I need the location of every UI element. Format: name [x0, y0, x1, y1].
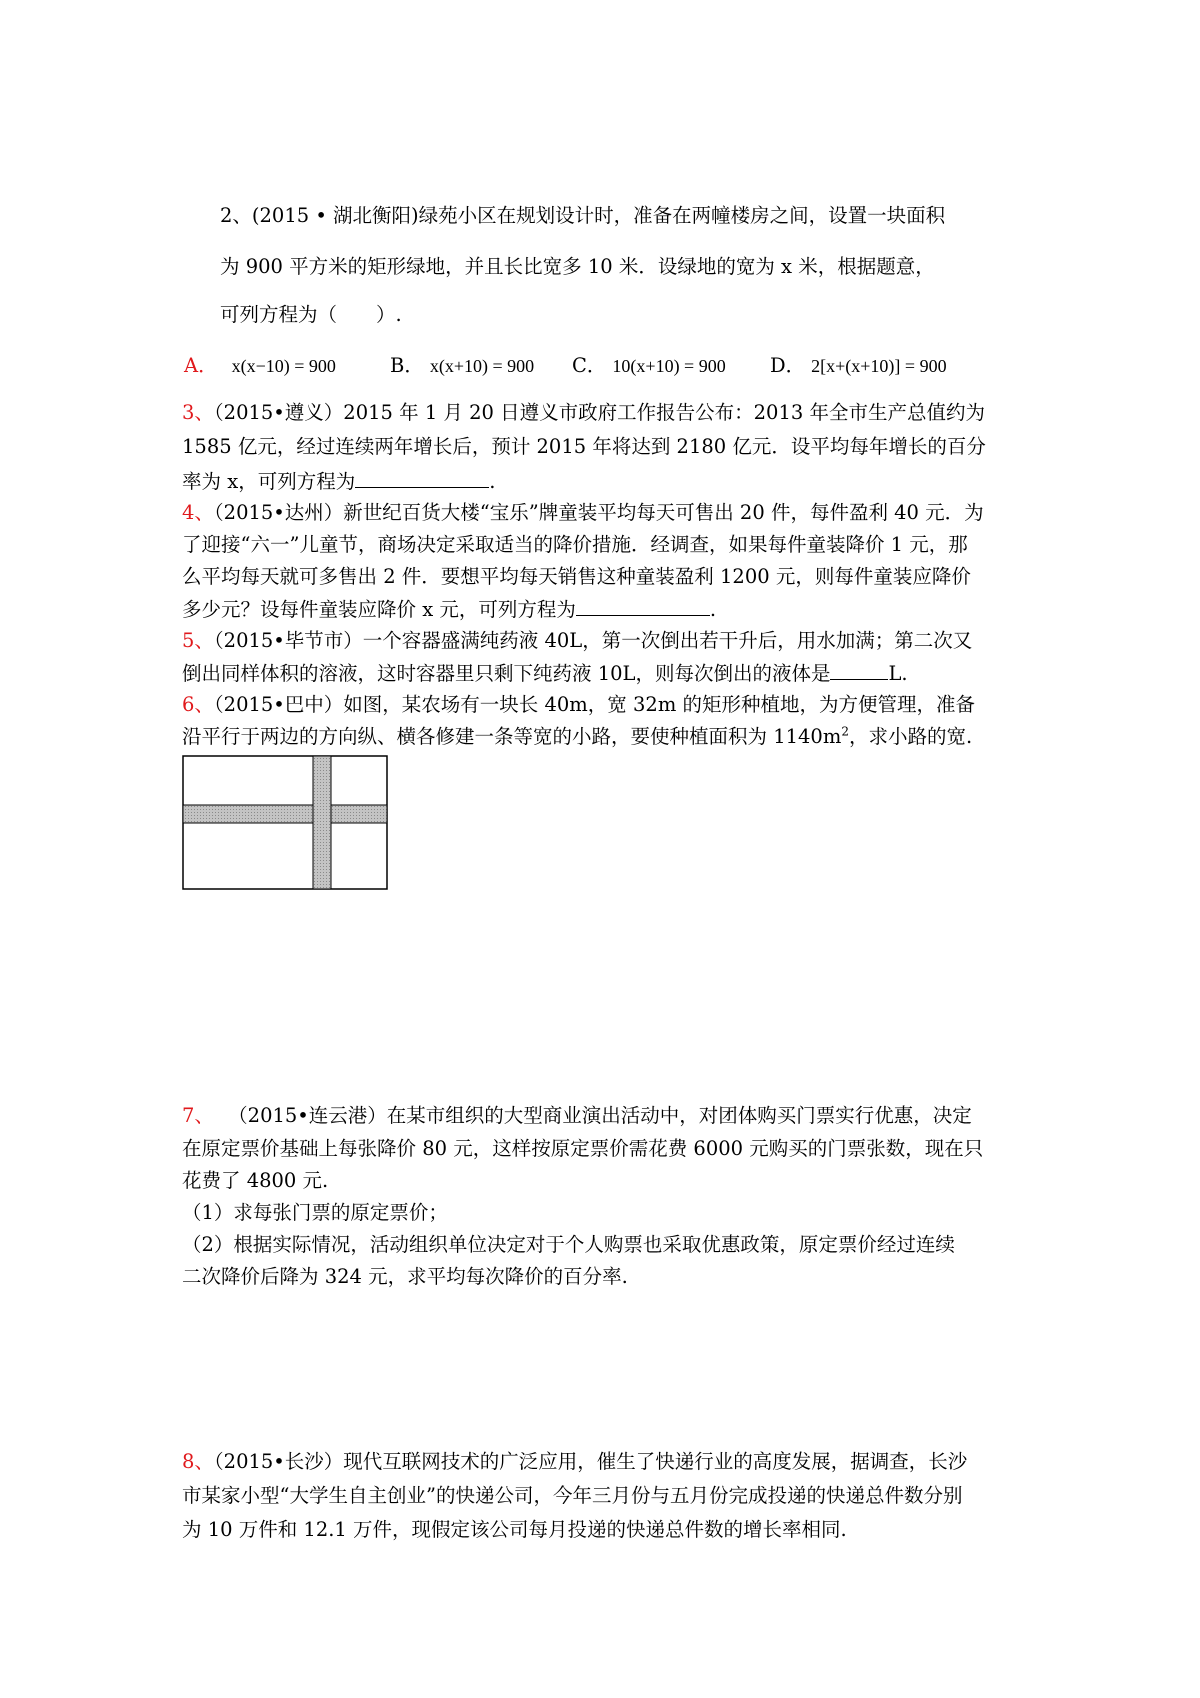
q4-text-4-end: . [709, 598, 717, 621]
q7-line-2: 在原定票价基础上每张降价 80 元，这样按原定票价需花费 6000 元购买的门票张数，现在只 [182, 1137, 984, 1160]
q4-text-1: （2015•达州）新世纪百货大楼“宝乐”牌童装平均每天可售出 20 件，每件盈利 40 元．为 [213, 501, 984, 524]
q2-option-d-label: D． [770, 354, 806, 377]
q2-option-b [390, 352, 534, 380]
q4-line-2: 了迎接“六一”儿童节，商场决定采取适当的降价措施．经调查，如果每件童装降价 1 元，那 [182, 533, 968, 556]
q8-number: 8、 [182, 1450, 214, 1473]
q2-option-a-equation: x(x−10) = 900 [231, 356, 336, 376]
q4-answer-blank [576, 595, 710, 616]
q8-text-1: （2015•长沙）现代互联网技术的广泛应用，催生了快递行业的高度发展，据调查，长沙 [213, 1450, 968, 1473]
q4-number: 4、 [182, 501, 214, 524]
q3-text-3: 率为 x，可列方程为 [182, 470, 356, 493]
q8-line-3: 为 10 万件和 12.1 万件，现假定该公司每月投递的快递总件数的增长率相同. [182, 1518, 847, 1541]
q2-line-3: 可列方程为（ ）. [220, 303, 402, 326]
vertical-road [313, 756, 331, 889]
q5-line-2 [182, 659, 908, 688]
q5-text-2: 倒出同样体积的溶液，这时容器里只剩下纯药液 10L，则每次倒出的液体是 [182, 662, 831, 685]
q5-line-1 [182, 627, 972, 655]
q6-superscript: 2 [841, 724, 849, 739]
q3-line-3 [182, 467, 495, 496]
q4-line-4 [182, 595, 716, 624]
q3-number: 3、 [182, 401, 214, 424]
q2-option-c [572, 352, 726, 380]
q4-line-1 [182, 499, 984, 527]
q2-option-b-equation: x(x+10) = 900 [429, 356, 535, 376]
q7-subquestion-2-line-2: 二次降价后降为 324 元，求平均每次降价的百分率. [182, 1265, 628, 1288]
q6-text-2a: 沿平行于两边的方向纵、横各修建一条等宽的小路，要使种植面积为 1140m [182, 725, 842, 748]
q5-answer-blank [830, 659, 888, 680]
q8-line-2: 市某家小型“大学生自主创业”的快递公司，今年三月份与五月份完成投递的快递总件数分别 [182, 1484, 963, 1507]
q6-text-2b: ，求小路的宽. [848, 725, 973, 748]
q6-line-2 [182, 723, 972, 751]
q7-number: 7、 [182, 1104, 214, 1127]
q3-line-1 [182, 399, 985, 427]
q6-number: 6、 [182, 693, 214, 716]
q5-text-2-end: L. [888, 662, 908, 685]
q6-line-1 [182, 691, 975, 719]
q8-line-1 [182, 1448, 967, 1476]
q2-option-c-label: C． [572, 354, 607, 377]
q7-subquestion-2-line-1: （2）根据实际情况，活动组织单位决定对于个人购票也采取优惠政策，原定票价经过连续 [182, 1233, 955, 1256]
farm-plot-figure [182, 755, 388, 890]
q2-option-c-equation: 10(x+10) = 900 [612, 356, 726, 376]
q3-text-1: （2015•遵义）2015 年 1 月 20 日遵义市政府工作报告公布：2013 年全市生产总值约为 [213, 401, 985, 424]
q2-option-d [770, 352, 947, 380]
horizontal-road [183, 805, 387, 823]
q3-answer-blank [355, 467, 489, 488]
q7-line-3: 花费了 4800 元. [182, 1169, 329, 1192]
q7-line-1 [182, 1102, 972, 1130]
q2-line-2: 为 900 平方米的矩形绿地，并且长比宽多 10 米．设绿地的宽为 x 米，根据题意， [220, 255, 935, 278]
q2-option-a [184, 352, 336, 380]
q2-line-1: 2、(2015 • 湖北衡阳)绿苑小区在规划设计时，准备在两幢楼房之间，设置一块面积 [220, 204, 946, 227]
q3-line-2: 1585 亿元，经过连续两年增长后，预计 2015 年将达到 2180 亿元．设平均每年增长的百分 [182, 435, 986, 458]
q2-option-a-label: A． [184, 354, 218, 377]
q2-option-d-equation: 2[x+(x+10)] = 900 [811, 356, 947, 376]
q6-text-1: （2015•巴中）如图，某农场有一块长 40m，宽 32m 的矩形种植地，为方便管理，准备 [213, 693, 976, 716]
q4-line-3: 么平均每天就可多售出 2 件．要想平均每天销售这种童装盈利 1200 元，则每件童装应降价 [182, 565, 971, 588]
q5-number: 5、 [182, 629, 214, 652]
q7-text-1: （2015•连云港）在某市组织的大型商业演出活动中，对团体购买门票实行优惠，决定 [237, 1104, 972, 1127]
q4-text-4: 多少元？设每件童装应降价 x 元，可列方程为 [182, 598, 576, 621]
q3-text-3-end: . [489, 470, 496, 493]
q5-text-1: （2015•毕节市）一个容器盛满纯药液 40L，第一次倒出若干升后，用水加满；第二次又 [213, 629, 973, 652]
q2-option-b-label: B． [390, 354, 424, 377]
q7-subquestion-1: （1）求每张门票的原定票价； [182, 1201, 448, 1224]
